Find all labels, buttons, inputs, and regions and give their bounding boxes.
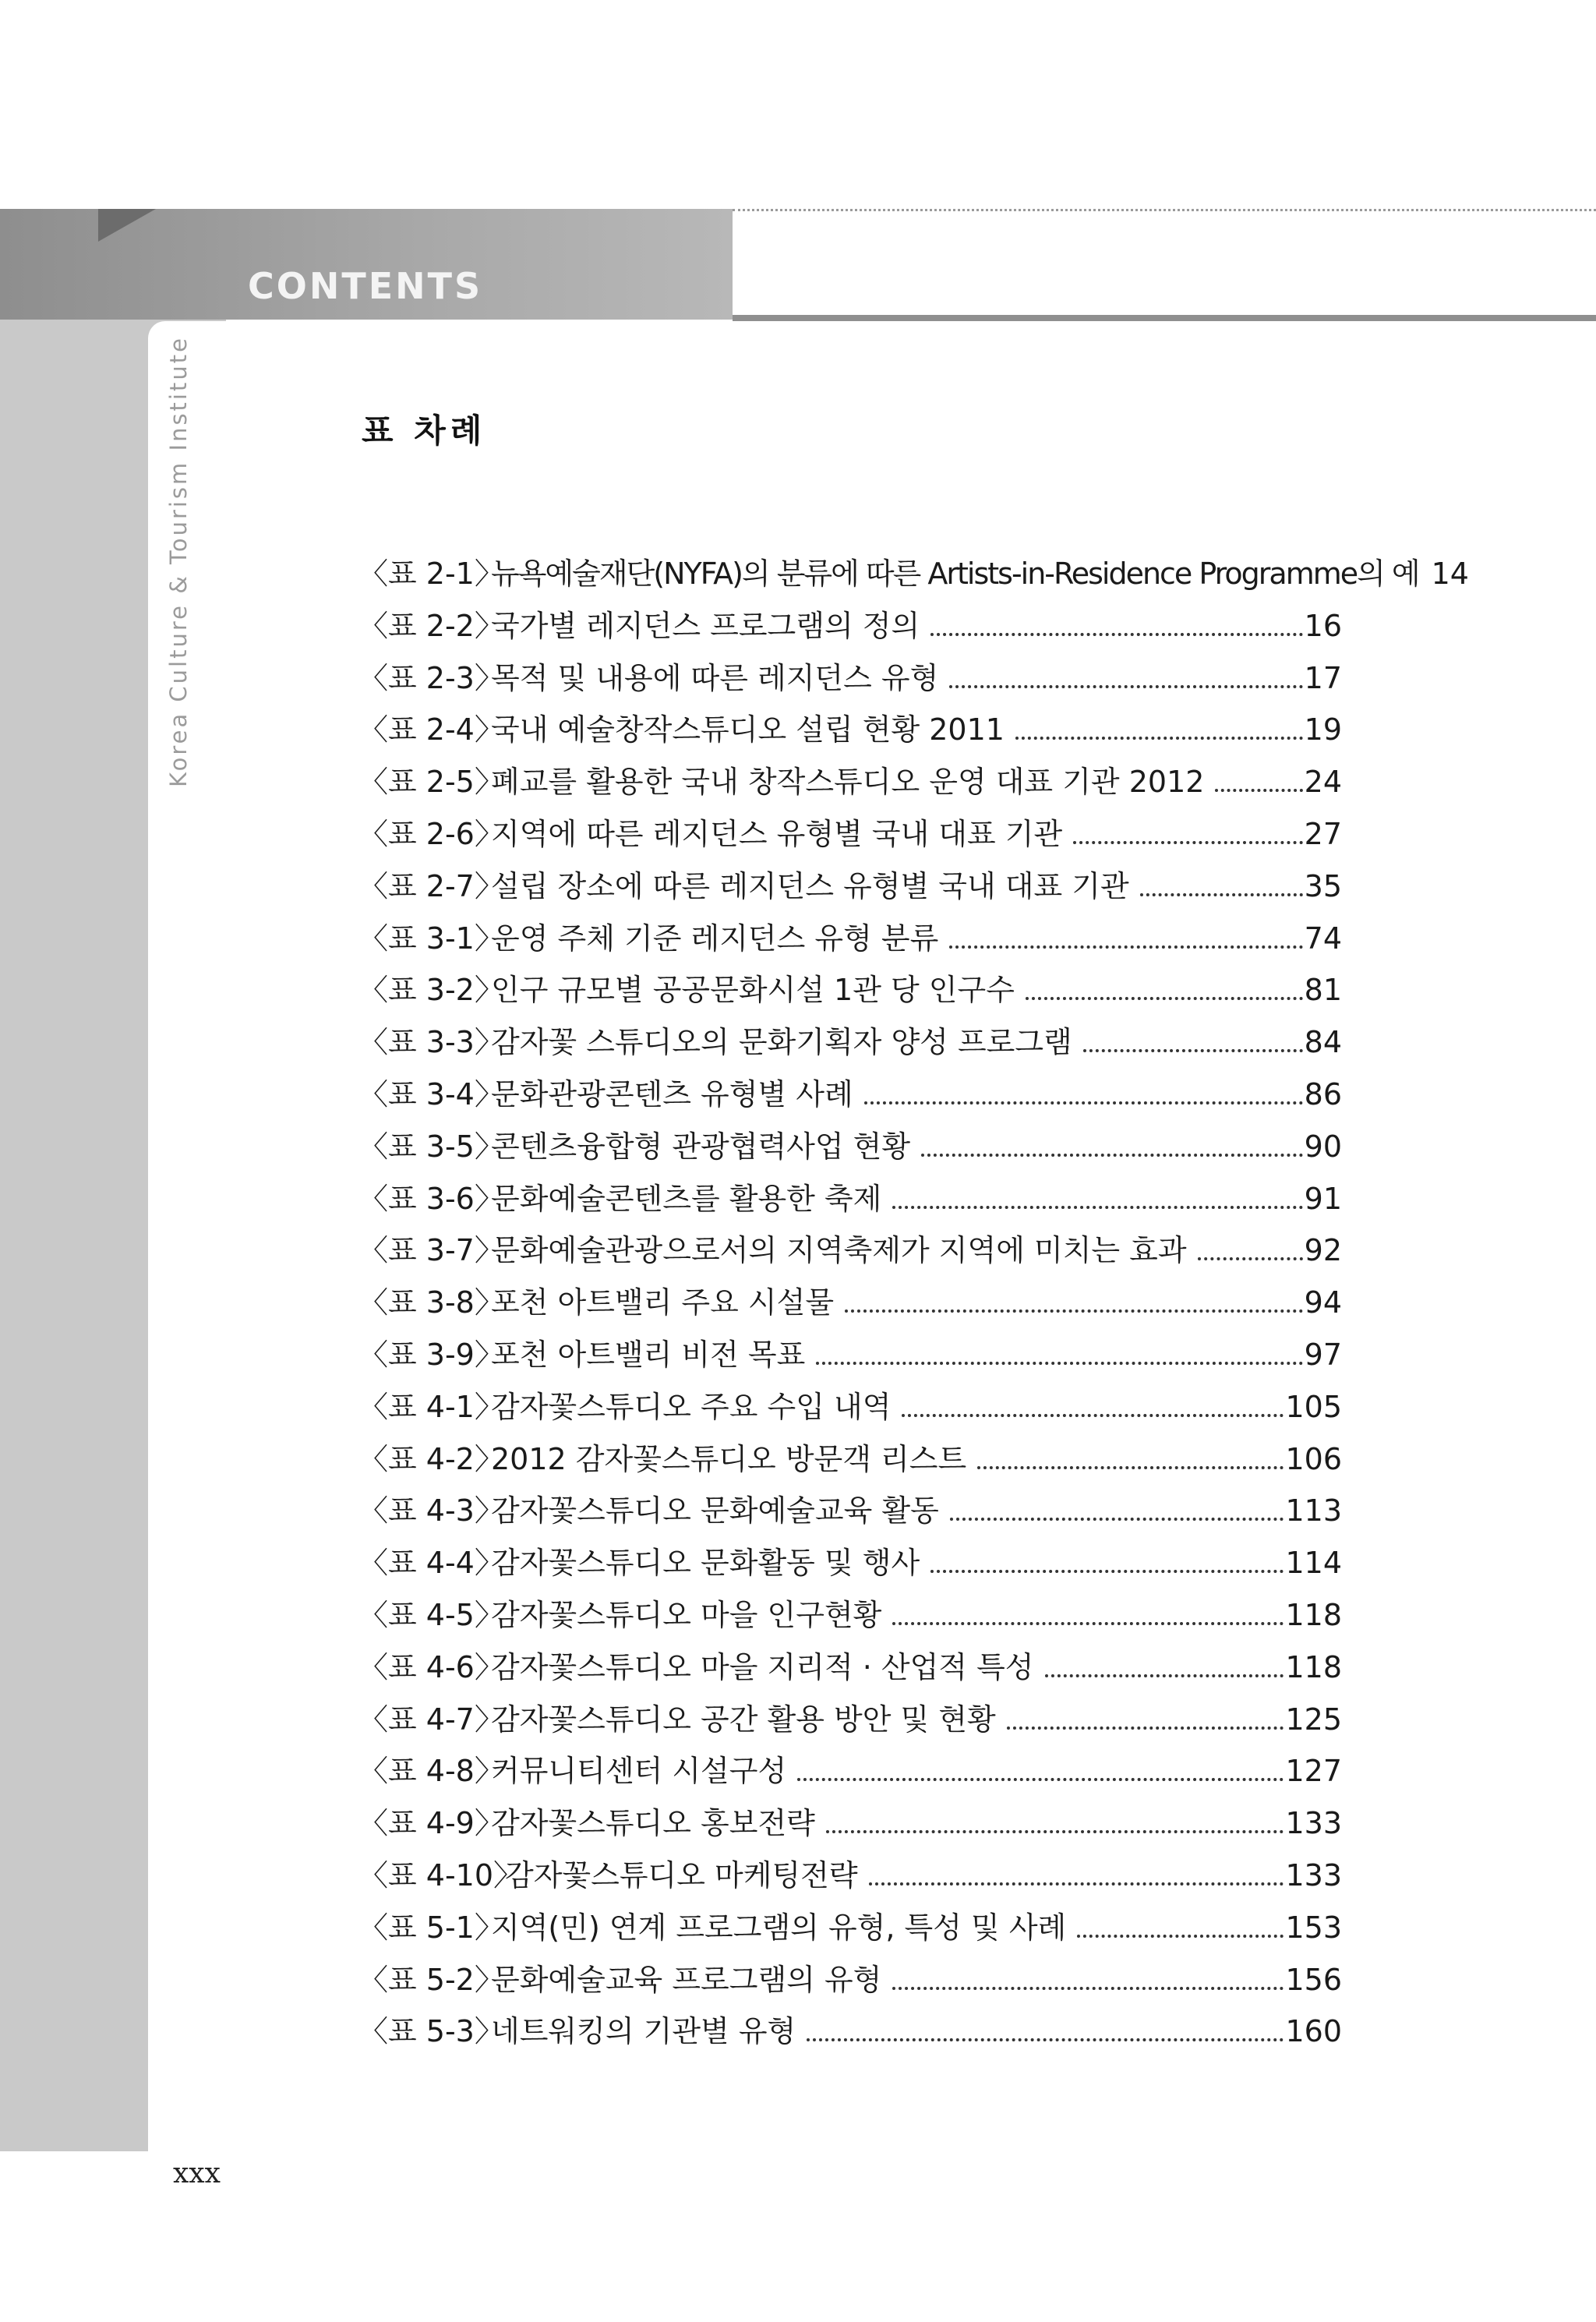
toc-entry (358, 1486, 1342, 1539)
toc-leader-dots (930, 633, 1302, 636)
toc-entry-page: 86 (1304, 1076, 1342, 1112)
toc-entry-label: 〈표 3-7〉 (358, 1233, 504, 1268)
toc-entry-title: 커뮤니티센터 시설구성 (491, 1754, 787, 1789)
toc-entry-page: 133 (1285, 1857, 1342, 1893)
toc-entry-title: 목적 및 내용에 따른 레지던스 유형 (491, 660, 939, 695)
toc-entry (358, 1331, 1342, 1383)
toc-entry-title: 감자꽃스튜디오 문화활동 및 행사 (491, 1546, 920, 1581)
toc-leader-dots (826, 1830, 1284, 1833)
toc-leader-dots (1215, 789, 1302, 792)
toc-entry-title: 뉴욕예술재단(NYFA)의 분류에 따른 Artists-in-Residence Programme의 예 (491, 557, 1419, 591)
toc-leader-dots (892, 1206, 1302, 1209)
toc-leader-dots (864, 1101, 1303, 1104)
toc-entry-title: 감자꽃스튜디오 공간 활용 방안 및 현황 (491, 1702, 996, 1737)
toc-entry-title: 운영 주체 기준 레지던스 유형 분류 (491, 921, 939, 956)
toc-entry-label: 〈표 3-5〉 (358, 1129, 504, 1164)
toc-entry-title: 감자꽃 스튜디오의 문화기획자 양성 프로그램 (491, 1025, 1072, 1060)
toc-entry (358, 1747, 1342, 1799)
toc-entry-page: 17 (1304, 660, 1342, 695)
toc-entry-page: 91 (1304, 1181, 1342, 1216)
toc-entry-page: 92 (1304, 1233, 1342, 1268)
toc-entry-label: 〈표 3-2〉 (358, 973, 504, 1008)
toc-leader-dots (930, 1570, 1284, 1573)
toc-entry (358, 1695, 1342, 1748)
toc-leader-dots (950, 1518, 1284, 1521)
toc-leader-dots (921, 1154, 1303, 1157)
toc-entry-label: 〈표 3-4〉 (358, 1076, 504, 1112)
toc-entry-title: 감자꽃스튜디오 문화예술교육 활동 (491, 1493, 939, 1529)
toc-entry-page: 105 (1285, 1389, 1342, 1424)
toc-entry-page: 156 (1285, 1962, 1342, 1997)
toc-entry-page: 94 (1304, 1285, 1342, 1320)
toc-entry-title: 감자꽃스튜디오 마을 인구현황 (491, 1597, 882, 1632)
toc-leader-dots (892, 1987, 1284, 1990)
side-label: Korea Culture & Tourism Institute (165, 336, 192, 787)
toc-entry-title: 문화예술콘텐츠를 활용한 축제 (491, 1181, 882, 1216)
toc-entry (358, 1070, 1342, 1122)
toc-entry (358, 1122, 1342, 1175)
toc-entry-label: 〈표 5-2〉 (358, 1962, 504, 1997)
toc-entry (358, 1956, 1342, 2008)
side-label-wrap (153, 336, 200, 787)
toc-entry-label: 〈표 5-3〉 (358, 2014, 504, 2049)
toc-entry (358, 1851, 1342, 1903)
toc-entry-label: 〈표 3-3〉 (358, 1025, 504, 1060)
toc-entry (358, 550, 1469, 602)
toc-entry-page: 35 (1304, 868, 1342, 903)
toc-entry (358, 1903, 1342, 1956)
toc-entry-label: 〈표 4-3〉 (358, 1493, 504, 1529)
toc-entry-label: 〈표 2-3〉 (358, 660, 504, 695)
toc-entry-label: 〈표 2-4〉 (358, 712, 504, 747)
toc-entry (358, 1383, 1342, 1435)
toc-leader-dots (1198, 1257, 1303, 1260)
header-rule (733, 315, 1596, 321)
toc-entry-title: 국가별 레지던스 프로그램의 정의 (491, 608, 920, 643)
toc-entry-label: 〈표 4-4〉 (358, 1546, 504, 1581)
toc-leader-dots (807, 2038, 1284, 2041)
toc-entry-label: 〈표 3-6〉 (358, 1181, 504, 1216)
toc-entry-title: 감자꽃스튜디오 주요 수입 내역 (491, 1389, 892, 1424)
toc-entry-label: 〈표 2-5〉 (358, 765, 504, 800)
toc-leader-dots (1073, 841, 1302, 844)
toc-entry (358, 1643, 1342, 1695)
toc-entry-title: 네트워킹의 기관별 유형 (491, 2014, 796, 2049)
section-title: CONTENTS (248, 265, 483, 307)
toc-entry-page: 127 (1285, 1754, 1342, 1789)
toc-entry (358, 2007, 1342, 2059)
toc-entry-page: 90 (1304, 1129, 1342, 1164)
toc-entry-title: 문화관광콘텐츠 유형별 사례 (491, 1076, 853, 1112)
toc-leader-dots (949, 685, 1302, 688)
toc-leader-dots (845, 1309, 1303, 1313)
toc-entry-label: 〈표 2-7〉 (358, 868, 504, 903)
toc-entry-label: 〈표 5-1〉 (358, 1910, 504, 1945)
toc-entry-page: 24 (1304, 765, 1342, 800)
toc-leader-dots (1007, 1726, 1284, 1730)
toc-entry-title: 문화예술교육 프로그램의 유형 (491, 1962, 882, 1997)
toc-entry-label: 〈표 4-6〉 (358, 1649, 504, 1684)
toc-leader-dots (902, 1414, 1284, 1417)
toc-entry-label: 〈표 4-8〉 (358, 1754, 504, 1789)
toc-leader-dots (977, 1466, 1284, 1469)
toc-entry-label: 〈표 3-1〉 (358, 921, 504, 956)
toc-entry (358, 758, 1342, 810)
toc-entry-title: 문화예술관광으로서의 지역축제가 지역에 미치는 효과 (491, 1233, 1187, 1268)
toc-entry-label: 〈표 3-8〉 (358, 1285, 504, 1320)
toc-entry-page: 114 (1285, 1546, 1342, 1581)
toc-entry-label: 〈표 2-6〉 (358, 816, 504, 851)
toc-entry-title: 포천 아트밸리 비전 목표 (491, 1337, 806, 1372)
toc-entry (358, 705, 1342, 758)
toc-entry-title: 지역에 따른 레지던스 유형별 국내 대표 기관 (491, 816, 1063, 851)
toc-entry (358, 1018, 1342, 1070)
toc-entry-page: 14 (1431, 557, 1469, 591)
table-of-contents (358, 550, 1469, 2059)
toc-entry-title: 폐교를 활용한 국내 창작스튜디오 운영 대표 기관 2012 (491, 765, 1205, 800)
toc-entry-label: 〈표 4-10〉 (358, 1857, 524, 1893)
toc-entry-label: 〈표 4-9〉 (358, 1806, 504, 1841)
toc-entry-page: 74 (1304, 921, 1342, 956)
toc-entry (358, 862, 1342, 914)
toc-entry-title: 인구 규모별 공공문화시설 1관 당 인구수 (491, 973, 1015, 1008)
toc-entry-page: 125 (1285, 1702, 1342, 1737)
toc-entry-title: 2012 감자꽃스튜디오 방문객 리스트 (491, 1441, 967, 1476)
toc-entry-label: 〈표 3-9〉 (358, 1337, 504, 1372)
toc-entry-page: 118 (1285, 1597, 1342, 1632)
toc-leader-dots (1026, 997, 1303, 1000)
toc-entry-page: 16 (1304, 608, 1342, 643)
page-heading: 표 차례 (362, 412, 487, 450)
toc-entry-page: 153 (1285, 1910, 1342, 1945)
toc-entry-title: 콘텐츠융합형 관광협력사업 현황 (491, 1129, 911, 1164)
toc-entry-title: 감자꽃스튜디오 홍보전략 (491, 1806, 815, 1841)
toc-leader-dots (1015, 737, 1303, 740)
toc-entry-page: 113 (1285, 1493, 1342, 1529)
toc-entry (358, 810, 1342, 862)
toc-leader-dots (1045, 1674, 1284, 1677)
toc-entry (358, 914, 1342, 967)
toc-entry-page: 160 (1285, 2014, 1342, 2049)
toc-leader-dots (1077, 1935, 1284, 1938)
toc-entry-title: 지역(민) 연계 프로그램의 유형, 특성 및 사례 (491, 1910, 1067, 1945)
toc-entry-page: 106 (1285, 1441, 1342, 1476)
toc-entry-label: 〈표 4-2〉 (358, 1441, 504, 1476)
toc-entry-label: 〈표 4-1〉 (358, 1389, 504, 1424)
toc-entry-title: 포천 아트밸리 주요 시설물 (491, 1285, 835, 1320)
toc-entry-label: 〈표 4-5〉 (358, 1597, 504, 1632)
toc-entry (358, 1226, 1342, 1278)
toc-entry (358, 1175, 1342, 1227)
toc-entry-page: 81 (1304, 973, 1342, 1008)
toc-entry (358, 1799, 1342, 1851)
toc-entry-page: 97 (1304, 1337, 1342, 1372)
toc-leader-dots (1140, 893, 1303, 896)
header-notch (98, 209, 156, 242)
toc-entry-label: 〈표 2-2〉 (358, 608, 504, 643)
toc-leader-dots (892, 1622, 1284, 1625)
toc-entry (358, 602, 1342, 654)
toc-leader-dots (949, 945, 1302, 949)
toc-entry (358, 654, 1342, 706)
toc-entry (358, 966, 1342, 1018)
toc-entry (358, 1435, 1342, 1487)
toc-entry (358, 1278, 1342, 1331)
toc-entry-page: 118 (1285, 1649, 1342, 1684)
toc-leader-dots (797, 1778, 1284, 1781)
toc-leader-dots (816, 1362, 1302, 1365)
toc-entry (358, 1591, 1342, 1643)
toc-entry-label: 〈표 2-1〉 (358, 557, 504, 591)
toc-entry-title: 감자꽃스튜디오 마케팅전략 (505, 1857, 858, 1893)
top-dotted-rule (733, 209, 1596, 211)
toc-entry-page: 27 (1304, 816, 1342, 851)
page-number: xxx (173, 2158, 221, 2189)
toc-leader-dots (1083, 1049, 1303, 1052)
toc-leader-dots (869, 1882, 1284, 1886)
toc-entry-title: 감자꽃스튜디오 마을 지리적 · 산업적 특성 (491, 1649, 1034, 1684)
toc-entry (358, 1539, 1342, 1591)
toc-entry-page: 19 (1304, 712, 1342, 747)
toc-entry-page: 84 (1304, 1025, 1342, 1060)
toc-entry-page: 133 (1285, 1806, 1342, 1841)
toc-entry-label: 〈표 4-7〉 (358, 1702, 504, 1737)
toc-entry-title: 국내 예술창작스튜디오 설립 현황 2011 (491, 712, 1005, 747)
toc-entry-title: 설립 장소에 따른 레지던스 유형별 국내 대표 기관 (491, 868, 1129, 903)
